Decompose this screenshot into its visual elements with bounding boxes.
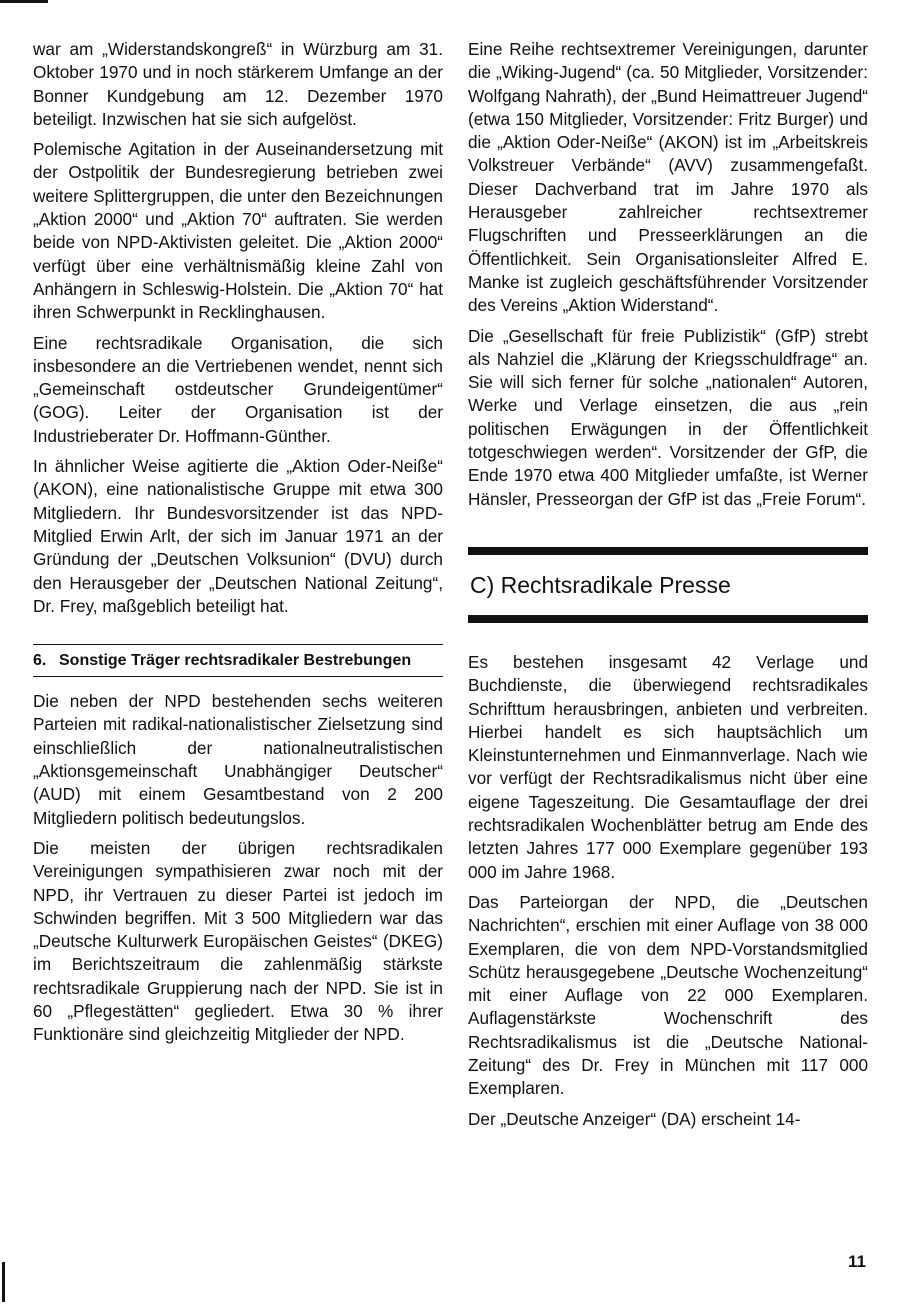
scan-edge-mark [2, 1262, 5, 1302]
section-title: Sonstige Träger rechtsradikaler Bestrebungen [59, 652, 412, 670]
paragraph: In ähnlicher Weise agitierte die „Aktion Oder-Neiße“ (AKON), eine nationalistische Gruppe mit etwa 300 Mitgliedern. Ihr Bundesvorsitzender ist das NPD-Mitglied Erwin Arlt, der sich im Januar 1971 an der Gründung der „Deutschen Volksunion“ (DVU) durch den Herausgeber der „Deutschen National Zeitung“, Dr. Frey, maßgeblich beteiligt hat. [33, 456, 443, 616]
right-column [468, 38, 868, 1138]
left-column [33, 38, 443, 1054]
paragraph: Die „Gesellschaft für freie Publizistik“ (GfP) strebt als Nahziel die „Klärung der Kriegsschuldfrage“ an. Sie will sich ferner für solche „nationalen“ Autoren, Werke und Verlage einsetzen, die aus „rein politischen Erwägungen in der Öffentlichkeit totgeschwiegen werden“. Vorsitzender der GfP, die Ende 1970 etwa 400 Mitglieder umfaßte, ist Werner Hänsler, Presseorgan der GfP ist das „Freie Forum“. [468, 325, 868, 509]
thick-divider [468, 615, 868, 623]
section-6-heading [33, 651, 443, 671]
scan-edge-mark [0, 0, 48, 3]
paragraph: Eine rechtsradikale Organisation, die sich insbesondere an die Vertriebenen wendet, nennt sich „Gemeinschaft ostdeutscher Grundeigentümer“ (GOG). Leiter der Organisation ist der Industrieberater Dr. Hoffmann-Günther. [33, 332, 443, 446]
section-6-heading-block [33, 644, 443, 677]
section-6-body [33, 690, 443, 1046]
paragraph: Der „Deutsche Anzeiger“ (DA) erscheint 14- [468, 1108, 801, 1129]
paragraph: Es bestehen insgesamt 42 Verlage und Buchdienste, die überwiegend rechtsradikales Schrifttum herausbringen, anbieten und verbreiten. Hierbei handelt es sich hauptsächlich um Kleinstunternehmen und Einmannverlage. Nach wie vor verfügt der Rechtsradikalismus nicht über eine eigene Tageszeitung. Die Gesamtauflage der drei rechtsradikalen Wochenblätter betrug am Ende des letzten Jahres 177 000 Exemplare gegenüber 193 000 im Jahre 1968. [468, 651, 868, 882]
paragraph: war am „Widerstandskongreß“ in Würzburg am 31. Oktober 1970 und in noch stärkerem Umfange an der Bonner Kundgebung am 12. Dezember 1970 beteiligt. Inzwischen hat sie sich aufgelöst. [33, 39, 443, 129]
section-number: 6. [33, 652, 47, 670]
divider [33, 676, 443, 677]
thick-divider [468, 547, 868, 555]
paragraph: Die meisten der übrigen rechtsradikalen Vereinigungen sympathisieren zwar noch mit der NPD, ihr Vertrauen zu dieser Partei ist jedoch im Schwinden begriffen. Mit 3 500 Mitgliedern war das „Deutsche Kulturwerk Europäischen Geistes“ (DKEG) im Berichtszeitraum die zahlenmäßig stärkste rechtsradikale Gruppierung nach der NPD. Sie ist in 60 „Pflegestätten“ gegliedert. Etwa 30 % ihrer Funktionäre sind gleichzeitig Mitglieder der NPD. [33, 837, 443, 1045]
paragraph: Polemische Agitation in der Auseinandersetzung mit der Ostpolitik der Bundesregierung betrieben zwei weitere Splittergruppen, die unter den Bezeichnungen „Aktion 2000“ und „Aktion 70“ auftraten. Sie werden beide von NPD-Aktivisten geleitet. Die „Aktion 2000“ verfügt über eine verhältnismäßig kleine Zahl von Anhängern in Schleswig-Holstein. Die „Aktion 70“ hat ihren Schwerpunkt in Recklinghausen. [33, 139, 443, 323]
page-number: 11 [848, 1252, 866, 1271]
section-c-heading-block [468, 547, 868, 623]
divider [33, 644, 443, 645]
section-title: C) Rechtsradikale Presse [470, 571, 731, 598]
paragraph: Die neben der NPD bestehenden sechs weiteren Parteien mit radikal-nationalistischer Zielsetzung sind einschließlich der nationalneutralistischen „Aktionsgemeinschaft Unabhängiger Deutscher“ (AUD) mit einem Gesamtbestand von 2 200 Mitgliedern politisch bedeutungslos. [33, 691, 443, 828]
section-c-body [468, 651, 868, 1131]
paragraph: Eine Reihe rechtsextremer Vereinigungen, darunter die „Wiking-Jugend“ (ca. 50 Mitglieder, Vorsitzender: Wolfgang Nahrath), der „Bund Heimattreuer Jugend“ (etwa 150 Mitglieder, Vorsitzender: Fritz Burger) und die „Aktion Oder-Neiße“ (AKON) ist im „Arbeitskreis Volkstreuer Verbände“ (AVV) zusammengefaßt. Dieser Dachverband trat im Jahre 1970 als Herausgeber zahlreicher rechtsextremer Flugschriften und Presseerklärungen an die Öffentlichkeit. Sein Organisationsleiter Alfred E. Manke ist zugleich geschäftsführender Vorsitzender des Vereins „Aktion Widerstand“. [468, 39, 868, 316]
paragraph: Das Parteiorgan der NPD, die „Deutschen Nachrichten“, erschien mit einer Auflage von 38 000 Exemplaren, die von dem NPD-Vorstandsmitglied Schütz herausgegebene „Deutsche Wochenzeitung“ mit einer Auflage von 22 000 Exemplaren. Auflagenstärkste Wochenschrift des Rechtsradikalismus ist die „Deutsche National-Zeitung“ des Dr. Frey in München mit 117 000 Exemplaren. [468, 891, 868, 1099]
